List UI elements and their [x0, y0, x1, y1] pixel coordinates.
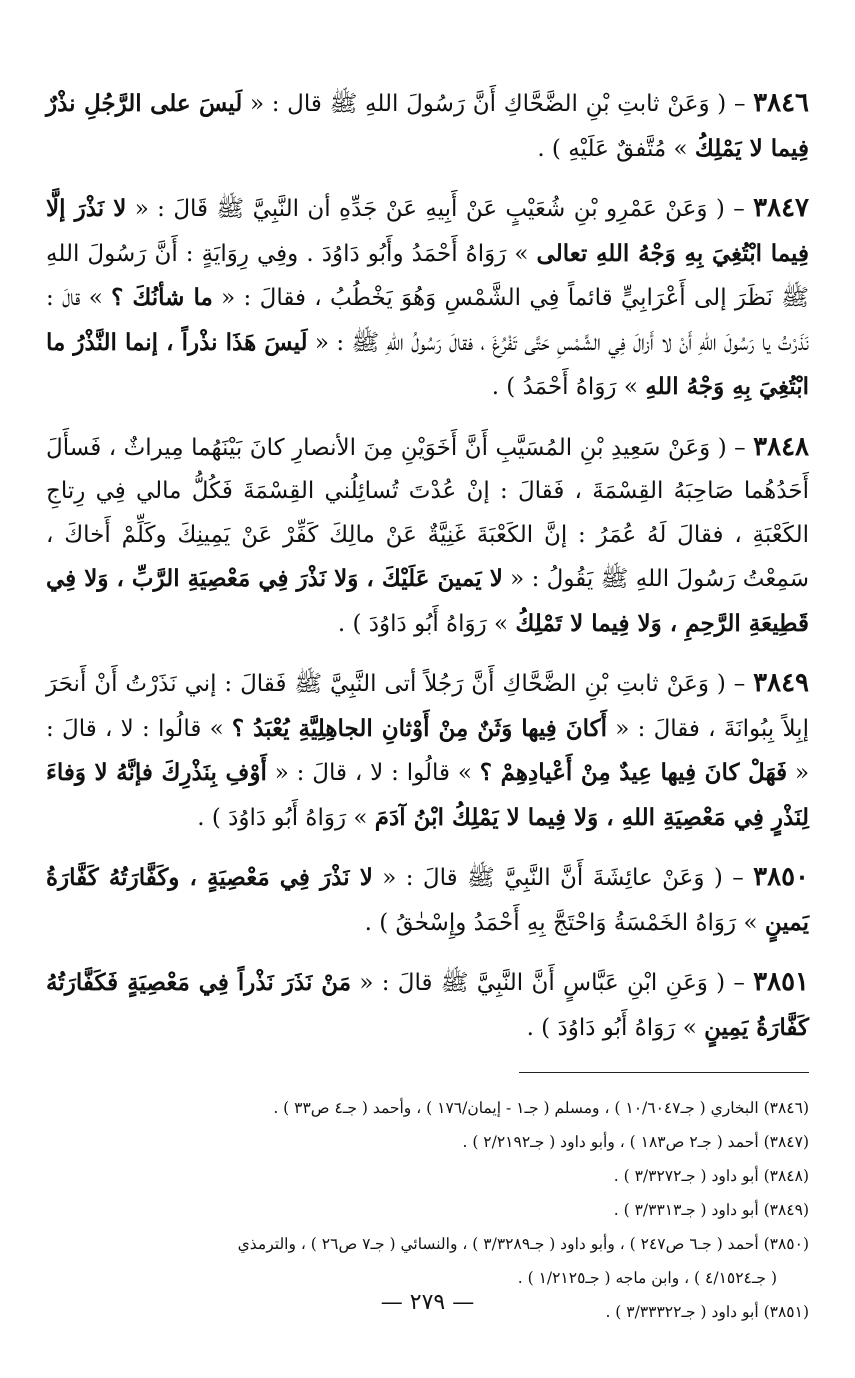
- footnote: (٣٨٥١) أبو داود ( جـ٣/٣٣٣٢٢ ) .: [605, 1303, 809, 1321]
- hadith-text: » قالَ : نَذَرْتُ يا رَسُولَ اللهِ أَنْ لا أَزالَ فِي الشَّمْسِ حَتَّى تَفْرُغَ ، فقالَ رَسُولُ اللهِ ﷺ : «: [46, 285, 810, 356]
- prophetic-quote: أَكانَ فِيها وَثَنٌ مِنْ أَوْثانِ الجاهِلِيَّةِ يُعْبَدُ ؟: [231, 714, 607, 742]
- hadith-number: ٣٨٥١: [753, 967, 810, 997]
- hadith-source: » مُتَّفقٌ عَلَيْهِ ) .: [537, 135, 695, 162]
- hadith-source: » رَوَاهُ أَبُو دَاوُدَ ) .: [197, 804, 375, 831]
- footnote: (٣٨٥٠) أحمد ( جـ٦ ص٢٤٧ ) ، وأبو داود ( جـ٣/٣٢٨٩ ) ، والنسائي ( جـ٧ ص٢٦ ) ، والترمذي: [237, 1235, 809, 1253]
- prophetic-quote: فَهَلْ كانَ فِيها عِيدٌ مِنْ أَعْيادِهِمْ ؟: [479, 759, 788, 786]
- hadith-number: ٣٨٤٨: [753, 431, 809, 462]
- page-number: — ٢٧٩ —: [380, 1290, 475, 1315]
- footnote-continuation: ( جـ٤/١٥٢٤ ) ، وابن ماجه ( جـ١/٢١٢٥ ) .: [517, 1269, 777, 1287]
- hadith-3850: [46, 856, 809, 945]
- hadith-source: » رَوَاهُ أَبُو دَاوُدَ ) .: [337, 610, 516, 637]
- footnote: (٣٨٤٩) أبو داود ( جـ٣/٣٣١٣ ) .: [613, 1201, 809, 1219]
- hadith-number: ٣٨٥٠: [753, 862, 809, 892]
- footnote: (٣٨٤٨) أبو داود ( جـ٣/٣٢٧٢ ) .: [613, 1167, 809, 1185]
- prophetic-quote: أَوْفِ بِنَذْرِكَ فإنَّهُ لا وَفاءَ لِنَذْرٍ فِي مَعْصِيَةِ اللهِ ، وَلا فِيما لا يَمْلِكُ ابْنُ آدَمَ: [46, 759, 809, 831]
- hadith-number: ٣٨٤٦: [753, 88, 810, 118]
- hadith-number: ٣٨٤٧: [753, 193, 809, 223]
- hadith-text: » قالُوا : لا ، قالَ : «: [46, 715, 810, 786]
- hadith-source: » رَوَاهُ أَبُو دَاوُدَ ) .: [526, 1014, 705, 1041]
- hadith-source: » رَوَاهُ الخَمْسَةُ وَاحْتَجَّ بِهِ أَحْمَدُ وإِسْحٰقُ ) .: [364, 909, 765, 936]
- prophetic-quote: لَيسَ هَذَا نذْراً ، إنما النَّذْرُ ما ابْتُغِيَ بِهِ وَجْهُ اللهِ: [46, 328, 809, 400]
- hadith-3851: [46, 961, 809, 1050]
- hadith-intro: – ( وَعَنْ سَعِيدِ بْنِ المُسَيَّبِ أَنَّ أَخَوَيْنِ مِنَ الأنصارِ كانَ بَيْنَهُما مِيراثٌ ، فَسأَلَ أَحَدُهُما صَاحِبَهُ القِسْمَةَ ، فَقالَ : إنْ عُدْتَ تُسائِلُني القِسْمَةَ فَكُلُّ مالي فِي رِتاجِ الكَعْبَةِ ، فقالَ لَهُ عُمَرُ : إنَّ الكَعْبَةَ غَنِيَّةٌ عَنْ مالِكَ كَفِّرْ عَنْ يَمِينِكَ وكَلِّمْ أَخاكَ ، سَمِعْتُ رَسُولَ اللهِ ﷺ يَقُولُ : «: [46, 434, 809, 592]
- hadith-intro: – ( وَعَنْ ثابتِ بْنِ الضَّحَّاكِ أَنَّ رَجُلاً أتى النَّبِيَّ ﷺ فَقالَ : إني نَذَرْتُ أَنْ أَنحَرَ إبِلاً بِبُوانَةَ ، فقالَ : «: [46, 671, 809, 742]
- prophetic-quote: لَيسَ على الرَّجُلِ نذْرٌ فِيما لا يَمْلِكُ: [46, 90, 809, 162]
- hadith-3849: [46, 662, 809, 840]
- prophetic-quote: لا يَمينَ عَلَيْكَ ، وَلا نَذْرَ فِي مَعْصِيَةِ الرَّبِّ ، وَلا فِي قَطِيعَةِ الرَّحِمِ ، وَلا فِيما لا تَمْلِكُ: [46, 565, 809, 637]
- hadith-text: » قالُوا : لا ، قالَ : «: [266, 760, 480, 786]
- footnote: (٣٨٤٧) أحمد ( جـ٢ ص١٨٣ ) ، وأبو داود ( جـ٢/٢١٩٢ ) .: [462, 1133, 809, 1151]
- hadith-number: ٣٨٤٩: [753, 668, 809, 698]
- footnote: (٣٨٤٦) البخاري ( جـ١٠/٦٠٤٧ ) ، ومسلم ( جـ١ - إيمان/١٧٦ ) ، وأحمد ( جـ٤ ص٣٣ ) .: [273, 1099, 809, 1117]
- footnote-divider: [519, 1072, 809, 1073]
- prophetic-quote: مَنْ نَذَرَ نَذْراً فِي مَعْصِيَةٍ فَكَفَّارَتُهُ كَفَّارَةُ يَمِينٍ: [46, 969, 809, 1041]
- hadith-intro: – ( وَعَنْ عائِشَةَ أَنَّ النَّبِيَّ ﷺ قالَ : «: [372, 865, 754, 891]
- hadith-intro: – ( وَعَنْ ثابتِ بْنِ الضَّحَّاكِ أَنَّ رَسُولَ اللهِ ﷺ قال : «: [242, 91, 754, 117]
- hadith-3846: [46, 82, 809, 171]
- hadith-source: » رَوَاهُ أَحْمَدُ ) .: [491, 374, 646, 400]
- hadith-intro: – ( وَعَنِ ابْنِ عَبَّاسٍ أَنَّ النَّبِيَّ ﷺ قالَ : «: [351, 970, 754, 996]
- hadith-3848: [46, 426, 809, 647]
- hadith-text: » رَوَاهُ أَحْمَدُ وأَبُو دَاوُدَ . وفِي رِوَايَةٍ : أَنَّ رَسُولَ اللهِ ﷺ نَظَرَ إلى أَعْرَابِيٍّ قائماً فِي الشَّمْسِ وَهُوَ يَخْطُبُ ، فقالَ : «: [46, 240, 809, 311]
- hadith-intro: – ( وَعَنْ عَمْرِو بْنِ شُعَيْبٍ عَنْ أَبِيهِ عَنْ جَدِّهِ أن النَّبِيَّ ﷺ قَالَ : «: [126, 196, 754, 222]
- prophetic-quote: لا نَذْرَ إلَّا فِيما ابْتُغِيَ بِهِ وَجْهُ اللهِ تعالى: [46, 195, 809, 267]
- hadith-3847: [46, 187, 809, 410]
- prophetic-quote: لا نَذْرَ فِي مَعْصِيَةٍ ، وكَفَّارَتُهُ كَفَّارَةُ يَمينٍ: [46, 864, 809, 936]
- prophetic-quote: ما شأنُكَ ؟: [111, 284, 213, 311]
